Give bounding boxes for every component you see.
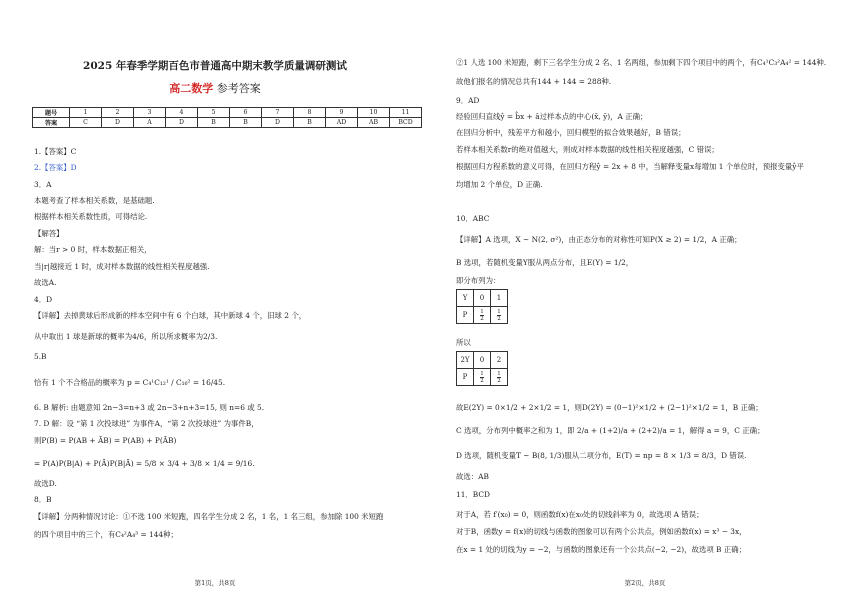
exam-subtitle <box>0 80 430 96</box>
fraction: $\frac{1}{2}$ <box>480 308 484 322</box>
exam-title: 2025 年春季学期百色市普通高中期末教学质量调研测试 <box>83 60 347 72</box>
answer-line: C 选项，分布列中概率之和为 1，即 2/a + (1+2)/a + (2+2)/a = 1，解得 a = 9，C 正确； <box>456 426 765 435</box>
answer-line: 故选A. <box>34 278 57 287</box>
subject-label: 高二数学 <box>169 82 214 95</box>
dist-cell <box>474 369 491 386</box>
answer-cell: C <box>70 118 102 128</box>
answer-cell: A <box>134 118 166 128</box>
answer-cell: BCD <box>390 118 422 128</box>
fraction: $\frac{1}{2}$ <box>497 370 501 384</box>
answer-line: 若样本相关系数r的绝对值越大，则成对样本数据的线性相关程度越强，C 错误； <box>456 145 719 154</box>
dist-cell: 0 <box>474 352 491 369</box>
answer-line: 对于A，若 f′(x₀) = 0，则函数f(x)在x₀处的切线斜率为 0，故选项 A 错误； <box>456 510 704 519</box>
answer-line: 均增加 2 个单位，D 正确. <box>456 180 543 189</box>
answer-line: 在x = 1 处的切线为y = −2，与函数的图象还有一个公共点(−2, −2)，故选项 B 正确； <box>456 545 747 554</box>
dist-cell: 2 <box>491 352 508 369</box>
answer-line: 故E(2Y) = 0×1/2 + 2×1/2 = 1，则D(2Y) = (0−1)²×1/2 + (2−1)²×1/2 = 1，B 正确； <box>456 403 763 412</box>
answer-cell: AB <box>358 118 390 128</box>
answer-line: 2.【答案】D <box>34 163 77 172</box>
answer-row <box>33 118 422 128</box>
answer-line: 根据回归方程系数的意义可得，在回归方程ŷ = 2x + 8 中，当解释变量x每增加 1 个单位时，预报变量ŷ平 <box>456 162 804 171</box>
dist-cell: P <box>457 307 474 324</box>
dist-cell: 0 <box>474 290 491 307</box>
answer-line: 故他们报名的情况总共有144 + 144 = 288种. <box>456 77 612 86</box>
answer-cell: D <box>262 118 294 128</box>
answer-line: 【解答】 <box>34 229 64 238</box>
answer-header: 答案 <box>33 118 70 128</box>
question-number-header: 题号 <box>33 108 70 118</box>
page-footer: 第2页，共8页 <box>624 579 666 587</box>
answer-line: B 选项，若随机变量Y服从两点分布，且E(Y) = 1/2， <box>456 258 634 267</box>
answer-line: 根据样本相关系数性质，可得结论. <box>34 212 148 221</box>
question-number: 1 <box>70 108 102 118</box>
question-number: 4 <box>166 108 198 118</box>
answer-line: 在回归分析中，残差平方和越小，回归模型的拟合效果越好，B 错误； <box>456 128 686 137</box>
dist-cell <box>491 307 508 324</box>
distribution-table-2y <box>456 351 508 386</box>
answer-line: 11．BCD <box>456 490 490 499</box>
answer-line: 恰有 1 个不合格品的概率为 p = C₄¹C₁₂¹ / C₁₆² = 16/45. <box>34 378 226 387</box>
question-number: 5 <box>198 108 230 118</box>
answer-line: 3．A <box>34 180 52 189</box>
answer-line: 所以 <box>456 338 471 347</box>
answer-line: 经验回归直线ŷ = b̂x + â过样本点的中心(x̄, ȳ)，A 正确； <box>456 112 648 121</box>
answer-cell: B <box>198 118 230 128</box>
question-number: 3 <box>134 108 166 118</box>
answer-line: 6. B 解析: 由题意知 2n−3=n+3 或 2n−3+n+3=15, 则 n=6 或 5. <box>34 403 265 412</box>
answer-line: 故选D. <box>34 479 57 488</box>
answer-cell: D <box>102 118 134 128</box>
answer-line: 10．ABC <box>456 214 490 223</box>
answer-line: 【详解】分两种情况讨论：①不选 100 米短跑，四名学生分成 2 名，1 名，1 名三组，参加除 100 米短跑 <box>34 512 384 521</box>
answer-line: 1.【答案】C <box>34 147 77 156</box>
answer-line: 故选：AB <box>456 472 489 481</box>
answer-line: 对于B，函数y = f(x)的切线与函数的图象可以有两个公共点，例如函数f(x) = x³ − 3x， <box>456 527 747 536</box>
fraction: $\frac{1}{2}$ <box>480 370 484 384</box>
dist-cell: Y <box>457 290 474 307</box>
answer-line: 7. D 解：设 “第 1 次投球进” 为事件A，“第 2 次投球进” 为事件B， <box>34 419 259 428</box>
right-page <box>430 0 860 608</box>
dist-cell <box>474 307 491 324</box>
answer-line: 【详解】去掉黄球后形成新的样本空间中有 6 个白球，其中新球 4 个，旧球 2 个， <box>34 311 307 320</box>
answer-cell: AD <box>326 118 358 128</box>
distribution-table-y <box>456 289 508 324</box>
answer-line: 9．AD <box>456 96 480 105</box>
question-number: 10 <box>358 108 390 118</box>
answer-line: 5.B <box>34 352 47 361</box>
answer-line: 【详解】A 选项，X ~ N(2, σ²)，由正态分布的对称性可知P(X ≥ 2) = 1/2，A 正确； <box>456 235 742 244</box>
fraction: $\frac{1}{2}$ <box>497 308 501 322</box>
answer-line: 解：当r > 0 时，样本数据正相关， <box>34 245 152 254</box>
answer-cell: B <box>230 118 262 128</box>
answer-line: 则P(B) = P(AB + ĀB) = P(AB) + P(ĀB) <box>34 436 177 445</box>
answer-line: = P(A)P(B|A) + P(Ā)P(B|Ā) = 5/8 × 3/4 + 3/8 × 1/4 = 9/16. <box>34 459 255 468</box>
answer-line: 当|r|越接近 1 时，成对样本数据的线性相关程度越强. <box>34 262 210 271</box>
answer-line: 从中取出 1 球是新球的概率为4/6，所以所求概率为2/3. <box>34 332 218 341</box>
question-number-row <box>33 108 422 118</box>
answer-line: 即分布列为： <box>456 276 501 285</box>
answer-line: ②1 人选 100 米短跑，剩下三名学生分成 2 名、1 名两组，参加剩下四个项目中的两个，有C₄¹C₃²A₄² = 144种. <box>456 58 827 67</box>
question-number: 2 <box>102 108 134 118</box>
answer-line: 本题考查了样本相关系数，是基础题. <box>34 196 155 205</box>
question-number: 8 <box>294 108 326 118</box>
dist-cell <box>491 369 508 386</box>
question-number: 11 <box>390 108 422 118</box>
answer-key-label: 参考答案 <box>216 82 261 95</box>
answer-cell: D <box>166 118 198 128</box>
answer-line: 4．D <box>34 295 53 304</box>
question-number: 7 <box>262 108 294 118</box>
dist-cell: 2Y <box>457 352 474 369</box>
dist-cell: 1 <box>491 290 508 307</box>
question-number: 9 <box>326 108 358 118</box>
answer-line: 的四个项目中的三个，有C₄²A₄³ = 144种； <box>34 530 178 539</box>
answer-cell: B <box>294 118 326 128</box>
page-footer: 第1页，共8页 <box>194 579 236 587</box>
answer-line: 8．B <box>34 495 52 504</box>
question-number: 6 <box>230 108 262 118</box>
answer-table <box>32 107 422 128</box>
answer-line: D 选项，随机变量T ~ B(8, 1/3)服从二项分布，E(T) = np = 8 × 1/3 = 8/3，D 错误. <box>456 451 747 460</box>
dist-cell: P <box>457 369 474 386</box>
